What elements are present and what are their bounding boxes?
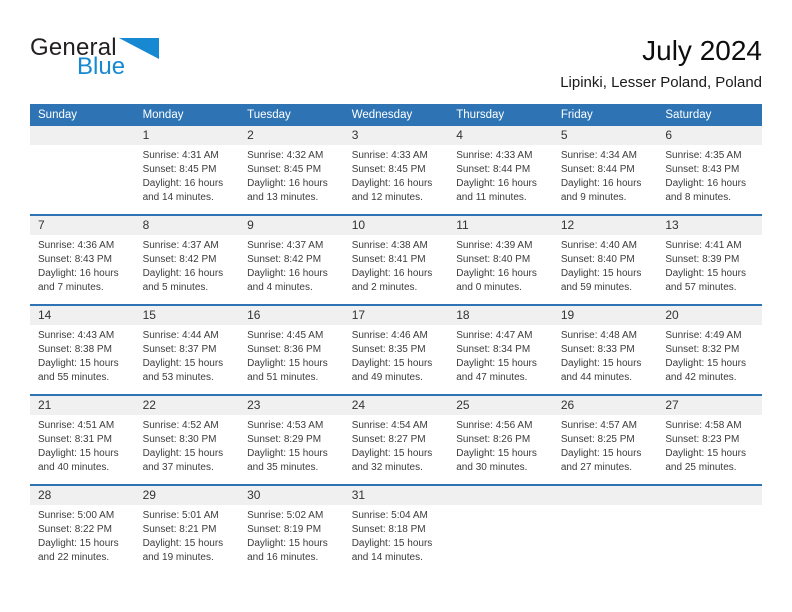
day-number: 21 bbox=[30, 396, 135, 415]
day-details bbox=[239, 415, 344, 475]
sunrise-text: Sunrise: 4:49 AM bbox=[665, 330, 742, 341]
daylight-text: Daylight: 16 hours and 8 minutes. bbox=[665, 178, 746, 203]
sunrise-text: Sunrise: 4:53 AM bbox=[247, 420, 324, 431]
sunset-text: Sunset: 8:32 PM bbox=[665, 344, 740, 355]
day-cell bbox=[30, 305, 135, 395]
sunset-text: Sunset: 8:40 PM bbox=[456, 254, 531, 265]
empty-day-cell bbox=[448, 485, 553, 574]
day-number bbox=[30, 126, 135, 145]
day-cell bbox=[448, 126, 553, 215]
day-number: 24 bbox=[344, 396, 449, 415]
daylight-text: Daylight: 16 hours and 12 minutes. bbox=[351, 178, 433, 203]
day-number bbox=[553, 486, 658, 505]
daylight-text: Daylight: 15 hours and 30 minutes. bbox=[456, 448, 537, 473]
sunrise-text: Sunrise: 4:37 AM bbox=[247, 240, 324, 251]
sunrise-text: Sunrise: 4:32 AM bbox=[247, 150, 324, 161]
day-details bbox=[239, 235, 344, 295]
daylight-text: Daylight: 16 hours and 11 minutes. bbox=[456, 178, 537, 203]
daylight-text: Daylight: 15 hours and 47 minutes. bbox=[456, 358, 537, 383]
day-number: 23 bbox=[239, 396, 344, 415]
day-cell bbox=[657, 395, 762, 485]
day-details bbox=[344, 235, 449, 295]
day-details bbox=[344, 415, 449, 475]
sunset-text: Sunset: 8:18 PM bbox=[351, 524, 426, 535]
daylight-text: Daylight: 16 hours and 2 minutes. bbox=[351, 268, 433, 293]
day-details bbox=[239, 505, 344, 565]
day-details bbox=[30, 415, 135, 475]
day-number: 27 bbox=[657, 396, 762, 415]
day-cell bbox=[657, 215, 762, 305]
daylight-text: Daylight: 15 hours and 53 minutes. bbox=[142, 358, 224, 383]
sunrise-text: Sunrise: 4:57 AM bbox=[560, 420, 637, 431]
sunset-text: Sunset: 8:25 PM bbox=[560, 434, 635, 445]
daylight-text: Daylight: 15 hours and 19 minutes. bbox=[142, 538, 224, 563]
day-number: 14 bbox=[30, 306, 135, 325]
sunset-text: Sunset: 8:39 PM bbox=[665, 254, 740, 265]
empty-day-cell bbox=[30, 126, 135, 215]
sunrise-text: Sunrise: 4:58 AM bbox=[665, 420, 742, 431]
day-cell bbox=[553, 215, 658, 305]
sunset-text: Sunset: 8:45 PM bbox=[247, 164, 322, 175]
day-details bbox=[135, 505, 240, 565]
daylight-text: Daylight: 15 hours and 44 minutes. bbox=[560, 358, 642, 383]
calendar-table bbox=[30, 104, 762, 574]
weekday-header-tuesday: Tuesday bbox=[239, 104, 344, 126]
day-cell bbox=[135, 485, 240, 574]
sunset-text: Sunset: 8:33 PM bbox=[560, 344, 635, 355]
sunset-text: Sunset: 8:45 PM bbox=[351, 164, 426, 175]
sunset-text: Sunset: 8:38 PM bbox=[38, 344, 112, 355]
day-details bbox=[448, 505, 553, 509]
day-number: 6 bbox=[657, 126, 762, 145]
weekday-header-sunday: Sunday bbox=[30, 104, 135, 126]
day-details bbox=[657, 235, 762, 295]
weekday-header-friday: Friday bbox=[553, 104, 658, 126]
day-details bbox=[135, 235, 240, 295]
day-cell bbox=[553, 126, 658, 215]
day-details bbox=[657, 415, 762, 475]
empty-day-cell bbox=[553, 485, 658, 574]
day-number: 25 bbox=[448, 396, 553, 415]
day-number: 26 bbox=[553, 396, 658, 415]
sunrise-text: Sunrise: 5:00 AM bbox=[38, 510, 115, 521]
sunrise-text: Sunrise: 4:37 AM bbox=[142, 240, 219, 251]
sunset-text: Sunset: 8:22 PM bbox=[38, 524, 112, 535]
logo-text-general: General bbox=[30, 34, 117, 61]
day-number: 1 bbox=[135, 126, 240, 145]
daylight-text: Daylight: 16 hours and 5 minutes. bbox=[142, 268, 224, 293]
day-details bbox=[448, 415, 553, 475]
day-details bbox=[30, 145, 135, 149]
sunset-text: Sunset: 8:45 PM bbox=[142, 164, 217, 175]
day-details bbox=[448, 325, 553, 385]
daylight-text: Daylight: 15 hours and 42 minutes. bbox=[665, 358, 746, 383]
day-number bbox=[448, 486, 553, 505]
title-block bbox=[560, 36, 762, 91]
day-number: 9 bbox=[239, 216, 344, 235]
day-number: 15 bbox=[135, 306, 240, 325]
daylight-text: Daylight: 16 hours and 14 minutes. bbox=[142, 178, 224, 203]
day-number: 19 bbox=[553, 306, 658, 325]
sunrise-text: Sunrise: 5:04 AM bbox=[351, 510, 428, 521]
sunset-text: Sunset: 8:21 PM bbox=[142, 524, 217, 535]
sunrise-text: Sunrise: 4:47 AM bbox=[456, 330, 533, 341]
daylight-text: Daylight: 16 hours and 0 minutes. bbox=[456, 268, 537, 293]
day-number: 17 bbox=[344, 306, 449, 325]
sunrise-text: Sunrise: 4:33 AM bbox=[456, 150, 533, 161]
day-cell bbox=[135, 126, 240, 215]
day-cell bbox=[135, 395, 240, 485]
daylight-text: Daylight: 15 hours and 49 minutes. bbox=[351, 358, 433, 383]
day-details bbox=[135, 415, 240, 475]
day-number: 18 bbox=[448, 306, 553, 325]
day-cell bbox=[135, 305, 240, 395]
sunrise-text: Sunrise: 4:43 AM bbox=[38, 330, 115, 341]
day-cell bbox=[239, 485, 344, 574]
day-cell bbox=[553, 305, 658, 395]
sunrise-text: Sunrise: 4:48 AM bbox=[560, 330, 637, 341]
day-cell bbox=[448, 305, 553, 395]
sunset-text: Sunset: 8:36 PM bbox=[247, 344, 322, 355]
weekday-header-saturday: Saturday bbox=[657, 104, 762, 126]
day-cell bbox=[135, 215, 240, 305]
day-number bbox=[657, 486, 762, 505]
sunrise-text: Sunrise: 4:44 AM bbox=[142, 330, 219, 341]
day-cell bbox=[448, 215, 553, 305]
day-details bbox=[553, 415, 658, 475]
sunrise-text: Sunrise: 4:35 AM bbox=[665, 150, 742, 161]
day-cell bbox=[344, 215, 449, 305]
day-number: 7 bbox=[30, 216, 135, 235]
sunset-text: Sunset: 8:44 PM bbox=[456, 164, 531, 175]
day-details bbox=[239, 145, 344, 205]
sunset-text: Sunset: 8:27 PM bbox=[351, 434, 426, 445]
logo-text-blue: Blue bbox=[77, 53, 126, 80]
weekday-header-row bbox=[30, 104, 762, 126]
daylight-text: Daylight: 16 hours and 9 minutes. bbox=[560, 178, 642, 203]
day-details bbox=[657, 505, 762, 509]
daylight-text: Daylight: 16 hours and 4 minutes. bbox=[247, 268, 328, 293]
day-details bbox=[30, 325, 135, 385]
daylight-text: Daylight: 15 hours and 40 minutes. bbox=[38, 448, 119, 473]
day-cell bbox=[448, 395, 553, 485]
day-number: 30 bbox=[239, 486, 344, 505]
day-number: 13 bbox=[657, 216, 762, 235]
day-number: 29 bbox=[135, 486, 240, 505]
day-details bbox=[553, 235, 658, 295]
sunset-text: Sunset: 8:34 PM bbox=[456, 344, 531, 355]
sunrise-text: Sunrise: 4:52 AM bbox=[142, 420, 219, 431]
sunrise-text: Sunrise: 4:45 AM bbox=[247, 330, 324, 341]
day-cell bbox=[30, 215, 135, 305]
general-blue-logo bbox=[30, 36, 180, 78]
daylight-text: Daylight: 15 hours and 55 minutes. bbox=[38, 358, 119, 383]
week-row bbox=[30, 305, 762, 395]
sunset-text: Sunset: 8:40 PM bbox=[560, 254, 635, 265]
day-number: 28 bbox=[30, 486, 135, 505]
day-number: 31 bbox=[344, 486, 449, 505]
day-cell bbox=[239, 126, 344, 215]
day-number: 5 bbox=[553, 126, 658, 145]
day-cell bbox=[553, 395, 658, 485]
weekday-header-monday: Monday bbox=[135, 104, 240, 126]
day-cell bbox=[344, 485, 449, 574]
day-details bbox=[657, 145, 762, 205]
week-row bbox=[30, 485, 762, 574]
day-details bbox=[239, 325, 344, 385]
day-details bbox=[657, 325, 762, 385]
daylight-text: Daylight: 15 hours and 37 minutes. bbox=[142, 448, 224, 473]
sunset-text: Sunset: 8:37 PM bbox=[142, 344, 217, 355]
page-title: July 2024 bbox=[642, 35, 762, 66]
sunrise-text: Sunrise: 4:31 AM bbox=[142, 150, 219, 161]
day-number: 3 bbox=[344, 126, 449, 145]
week-row bbox=[30, 215, 762, 305]
daylight-text: Daylight: 16 hours and 7 minutes. bbox=[38, 268, 119, 293]
day-number: 22 bbox=[135, 396, 240, 415]
daylight-text: Daylight: 15 hours and 51 minutes. bbox=[247, 358, 328, 383]
sunset-text: Sunset: 8:31 PM bbox=[38, 434, 112, 445]
daylight-text: Daylight: 15 hours and 32 minutes. bbox=[351, 448, 433, 473]
sunrise-text: Sunrise: 5:02 AM bbox=[247, 510, 324, 521]
day-number: 2 bbox=[239, 126, 344, 145]
daylight-text: Daylight: 15 hours and 59 minutes. bbox=[560, 268, 642, 293]
day-cell bbox=[344, 126, 449, 215]
daylight-text: Daylight: 16 hours and 13 minutes. bbox=[247, 178, 328, 203]
day-details bbox=[448, 235, 553, 295]
day-details bbox=[135, 145, 240, 205]
sunrise-text: Sunrise: 4:54 AM bbox=[351, 420, 428, 431]
sunset-text: Sunset: 8:43 PM bbox=[665, 164, 740, 175]
page-subtitle: Lipinki, Lesser Poland, Poland bbox=[560, 74, 762, 91]
sunset-text: Sunset: 8:41 PM bbox=[351, 254, 426, 265]
daylight-text: Daylight: 15 hours and 25 minutes. bbox=[665, 448, 746, 473]
daylight-text: Daylight: 15 hours and 16 minutes. bbox=[247, 538, 328, 563]
sunset-text: Sunset: 8:44 PM bbox=[560, 164, 635, 175]
day-cell bbox=[239, 305, 344, 395]
sunset-text: Sunset: 8:23 PM bbox=[665, 434, 740, 445]
empty-day-cell bbox=[657, 485, 762, 574]
day-number: 16 bbox=[239, 306, 344, 325]
day-details bbox=[448, 145, 553, 205]
sunrise-text: Sunrise: 4:51 AM bbox=[38, 420, 115, 431]
sunset-text: Sunset: 8:29 PM bbox=[247, 434, 322, 445]
day-details bbox=[553, 145, 658, 205]
sunset-text: Sunset: 8:26 PM bbox=[456, 434, 531, 445]
sunrise-text: Sunrise: 4:56 AM bbox=[456, 420, 533, 431]
weekday-header-thursday: Thursday bbox=[448, 104, 553, 126]
sunrise-text: Sunrise: 4:36 AM bbox=[38, 240, 115, 251]
sunset-text: Sunset: 8:43 PM bbox=[38, 254, 112, 265]
daylight-text: Daylight: 15 hours and 57 minutes. bbox=[665, 268, 746, 293]
day-details bbox=[344, 145, 449, 205]
weekday-header-wednesday: Wednesday bbox=[344, 104, 449, 126]
sunset-text: Sunset: 8:35 PM bbox=[351, 344, 426, 355]
sunset-text: Sunset: 8:42 PM bbox=[247, 254, 322, 265]
day-details bbox=[30, 235, 135, 295]
day-cell bbox=[239, 215, 344, 305]
week-row bbox=[30, 395, 762, 485]
day-number: 10 bbox=[344, 216, 449, 235]
day-cell bbox=[239, 395, 344, 485]
day-details bbox=[553, 505, 658, 509]
sunset-text: Sunset: 8:30 PM bbox=[142, 434, 217, 445]
day-details bbox=[30, 505, 135, 565]
sunrise-text: Sunrise: 4:34 AM bbox=[560, 150, 637, 161]
sunset-text: Sunset: 8:42 PM bbox=[142, 254, 217, 265]
day-number: 20 bbox=[657, 306, 762, 325]
sunrise-text: Sunrise: 4:39 AM bbox=[456, 240, 533, 251]
daylight-text: Daylight: 15 hours and 22 minutes. bbox=[38, 538, 119, 563]
day-details bbox=[553, 325, 658, 385]
day-details bbox=[135, 325, 240, 385]
day-cell bbox=[657, 126, 762, 215]
sunrise-text: Sunrise: 4:33 AM bbox=[351, 150, 428, 161]
day-cell bbox=[344, 305, 449, 395]
daylight-text: Daylight: 15 hours and 35 minutes. bbox=[247, 448, 328, 473]
daylight-text: Daylight: 15 hours and 14 minutes. bbox=[351, 538, 433, 563]
daylight-text: Daylight: 15 hours and 27 minutes. bbox=[560, 448, 642, 473]
day-number: 8 bbox=[135, 216, 240, 235]
sunrise-text: Sunrise: 4:46 AM bbox=[351, 330, 428, 341]
day-cell bbox=[30, 395, 135, 485]
day-cell bbox=[657, 305, 762, 395]
day-number: 11 bbox=[448, 216, 553, 235]
sunrise-text: Sunrise: 4:38 AM bbox=[351, 240, 428, 251]
day-details bbox=[344, 505, 449, 565]
day-cell bbox=[344, 395, 449, 485]
week-row bbox=[30, 126, 762, 215]
day-details bbox=[344, 325, 449, 385]
sunrise-text: Sunrise: 4:41 AM bbox=[665, 240, 742, 251]
day-cell bbox=[30, 485, 135, 574]
sunrise-text: Sunrise: 5:01 AM bbox=[142, 510, 219, 521]
day-number: 4 bbox=[448, 126, 553, 145]
day-number: 12 bbox=[553, 216, 658, 235]
sunset-text: Sunset: 8:19 PM bbox=[247, 524, 322, 535]
sunrise-text: Sunrise: 4:40 AM bbox=[560, 240, 637, 251]
